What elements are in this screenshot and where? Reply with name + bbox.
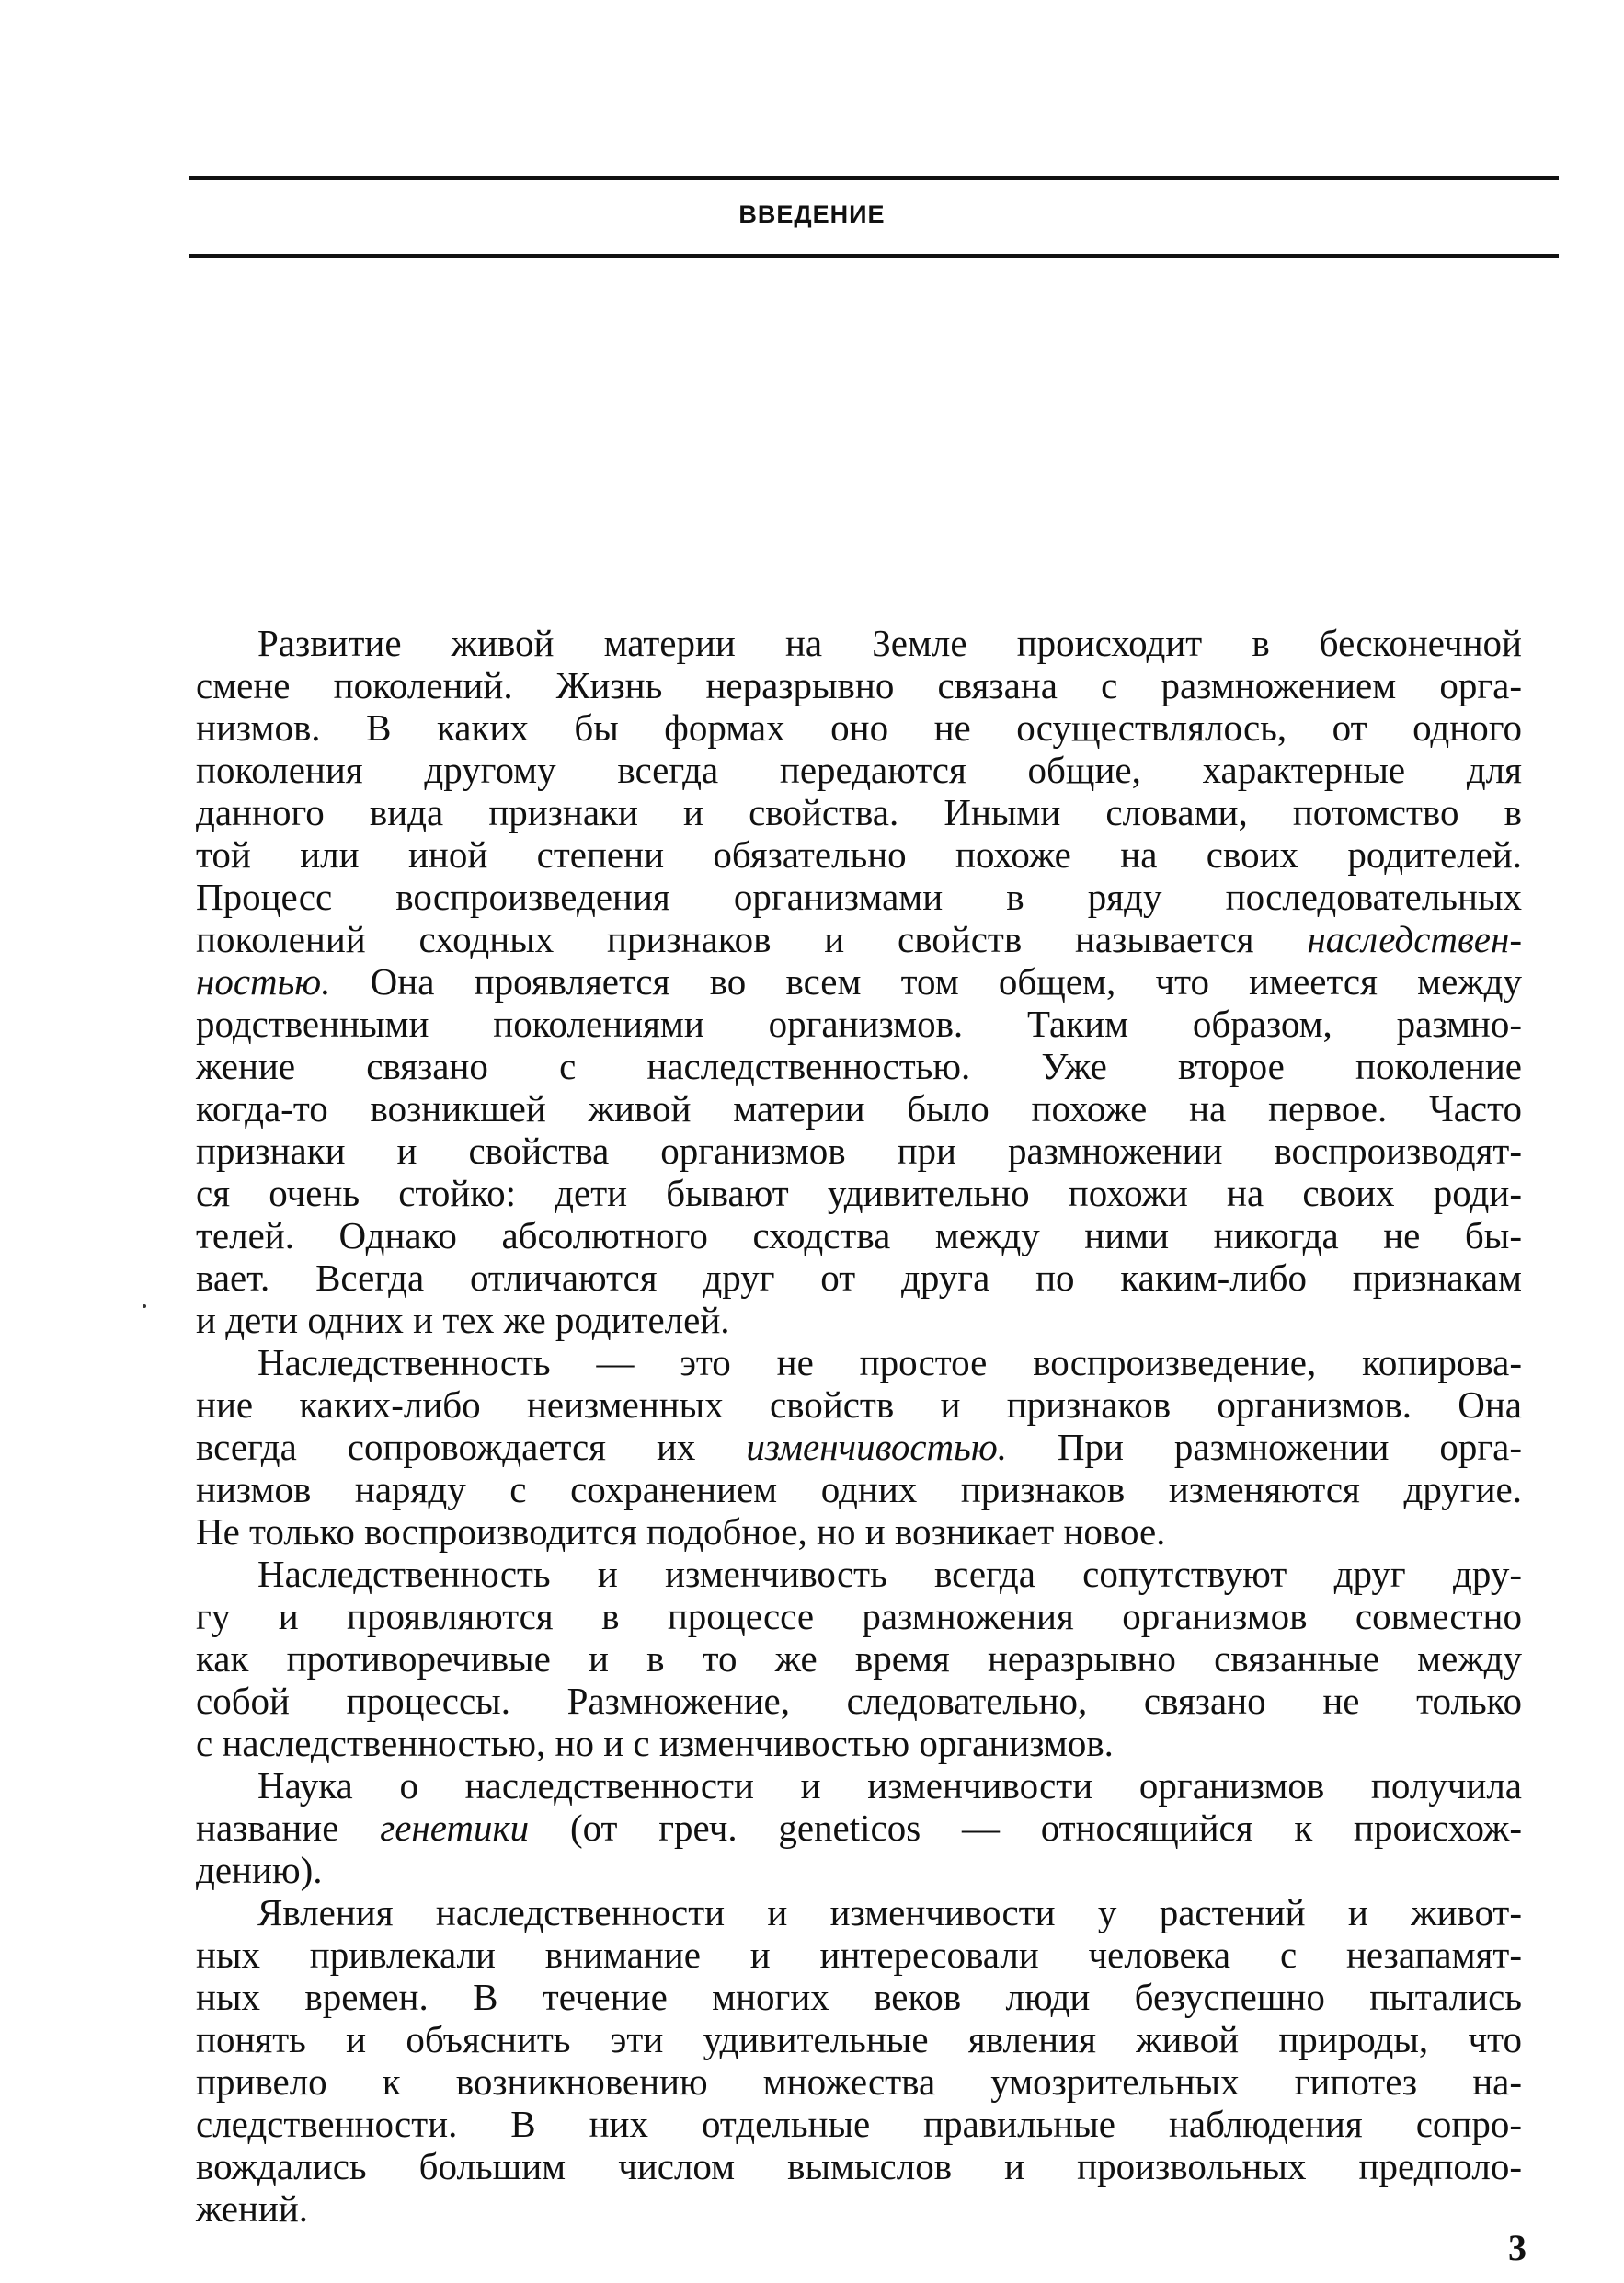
text-line xyxy=(196,1172,1522,1214)
text-line xyxy=(196,1595,1522,1637)
page-number: 3 xyxy=(1508,2227,1527,2268)
text-segment: вает. Всегда отличаются друг от друга по каким-либо признакам xyxy=(196,1256,1522,1299)
paragraph xyxy=(196,1341,1522,1553)
text-line xyxy=(196,918,1522,960)
text-segment: ных времен. В течение многих веков люди безуспешно пытались xyxy=(196,1976,1522,2018)
text-segment: телей. Однако абсолютного сходства между ними никогда не бы- xyxy=(196,1214,1522,1256)
text-segment: название xyxy=(196,1807,381,1849)
text-line xyxy=(196,876,1522,918)
italic-term: генетики xyxy=(380,1807,530,1849)
text-segment: с наследственностью, но и с изменчивостью организмов. xyxy=(196,1722,1114,1764)
text-line xyxy=(196,1003,1522,1045)
text-segment: поколений сходных признаков и свойств называется xyxy=(196,918,1308,960)
text-segment: когда-то возникшей живой материи было похоже на первое. Часто xyxy=(196,1087,1522,1130)
text-segment: Процесс воспроизведения организмами в ряду последовательных xyxy=(196,876,1522,918)
text-line xyxy=(196,1680,1522,1722)
text-segment: ся очень стойко: дети бывают удивительно похожи на своих роди- xyxy=(196,1172,1522,1214)
text-segment: При размножении орга- xyxy=(1006,1426,1522,1468)
text-line xyxy=(196,622,1522,664)
paragraph xyxy=(196,622,1522,1341)
text-line xyxy=(196,1214,1522,1256)
text-segment: поколения другому всегда передаются общие, характерные для xyxy=(196,749,1522,791)
text-line xyxy=(196,1510,1522,1553)
margin-speck xyxy=(143,1304,146,1308)
text-line xyxy=(196,749,1522,791)
text-line xyxy=(196,1256,1522,1299)
paragraph xyxy=(196,1764,1522,1891)
text-line xyxy=(196,1130,1522,1172)
text-line xyxy=(196,960,1522,1003)
text-segment: Явления наследственности и изменчивости у растений и живот- xyxy=(257,1891,1522,1933)
text-line xyxy=(196,1849,1522,1891)
text-line xyxy=(196,1933,1522,1976)
text-line xyxy=(196,1299,1522,1341)
text-line xyxy=(196,2145,1522,2187)
text-line xyxy=(196,1764,1522,1807)
text-line xyxy=(196,1637,1522,1680)
text-segment: Наука о наследственности и изменчивости организмов получила xyxy=(257,1764,1522,1807)
text-segment: дению). xyxy=(196,1849,323,1891)
text-segment: жений. xyxy=(196,2187,309,2230)
text-segment: данного вида признаки и свойства. Иными словами, потомство в xyxy=(196,791,1522,833)
text-segment: низмов. В каких бы формах оно не осуществлялось, от одного xyxy=(196,706,1522,749)
text-line xyxy=(196,1383,1522,1426)
paragraph xyxy=(196,1891,1522,2230)
text-line xyxy=(196,833,1522,876)
chapter-heading: ВВЕДЕНИЕ xyxy=(738,201,886,228)
text-segment: привело к возникновению множества умозрительных гипотез на- xyxy=(196,2060,1522,2103)
italic-term: ностью. xyxy=(196,960,331,1003)
text-line xyxy=(196,1087,1522,1130)
text-line xyxy=(196,1553,1522,1595)
body-text xyxy=(196,622,1522,2230)
text-line xyxy=(196,1468,1522,1510)
text-segment: всегда сопровождается их xyxy=(196,1426,747,1468)
text-line xyxy=(196,1045,1522,1087)
text-segment: вождались большим числом вымыслов и произвольных предполо- xyxy=(196,2145,1522,2187)
text-segment: Она проявляется во всем том общем, что имеется между xyxy=(330,960,1522,1003)
text-line xyxy=(196,1976,1522,2018)
text-line xyxy=(196,2018,1522,2060)
text-line xyxy=(196,706,1522,749)
text-segment: Наследственность — это не простое воспроизведение, копирова- xyxy=(257,1341,1522,1383)
text-line xyxy=(196,791,1522,833)
text-segment: жение связано с наследственностью. Уже второе поколение xyxy=(196,1045,1522,1087)
text-segment: следственности. В них отдельные правильные наблюдения сопро- xyxy=(196,2103,1522,2145)
text-segment: (от греч. geneticos — относящийся к происхож- xyxy=(529,1807,1522,1849)
italic-term: изменчивостью. xyxy=(746,1426,1007,1468)
text-segment: и дети одних и тех же родителей. xyxy=(196,1299,730,1341)
paragraph xyxy=(196,1553,1522,1764)
text-segment: понять и объяснить эти удивительные явления живой природы, что xyxy=(196,2018,1522,2060)
text-line xyxy=(196,1722,1522,1764)
text-segment: той или иной степени обязательно похоже на своих родителей. xyxy=(196,833,1522,876)
text-segment: как противоречивые и в то же время неразрывно связанные между xyxy=(196,1637,1522,1680)
text-line xyxy=(196,2187,1522,2230)
text-segment: родственными поколениями организмов. Таким образом, размно- xyxy=(196,1003,1522,1045)
text-segment: Не только воспроизводится подобное, но и возникает новое. xyxy=(196,1510,1166,1553)
text-segment: собой процессы. Размножение, следовательно, связано не только xyxy=(196,1680,1522,1722)
text-segment: признаки и свойства организмов при размножении воспроизводят- xyxy=(196,1130,1522,1172)
text-segment: гу и проявляются в процессе размножения организмов совместно xyxy=(196,1595,1522,1637)
text-segment: низмов наряду с сохранением одних признаков изменяются другие. xyxy=(196,1468,1522,1510)
text-line xyxy=(196,1807,1522,1849)
top-rule xyxy=(189,176,1559,180)
text-line xyxy=(196,1891,1522,1933)
text-segment: Развитие живой материи на Земле происходит в бесконечной xyxy=(257,622,1522,664)
text-line xyxy=(196,664,1522,706)
text-segment: Наследственность и изменчивость всегда сопутствуют друг дру- xyxy=(257,1553,1522,1595)
text-segment: ние каких-либо неизменных свойств и признаков организмов. Она xyxy=(196,1383,1522,1426)
text-line xyxy=(196,1426,1522,1468)
bottom-rule xyxy=(189,254,1559,258)
text-segment: смене поколений. Жизнь неразрывно связана с размножением орга- xyxy=(196,664,1522,706)
text-line xyxy=(196,1341,1522,1383)
text-line xyxy=(196,2060,1522,2103)
italic-term: наследствен- xyxy=(1307,918,1522,960)
text-segment: ных привлекали внимание и интересовали человека с незапамят- xyxy=(196,1933,1522,1976)
text-line xyxy=(196,2103,1522,2145)
